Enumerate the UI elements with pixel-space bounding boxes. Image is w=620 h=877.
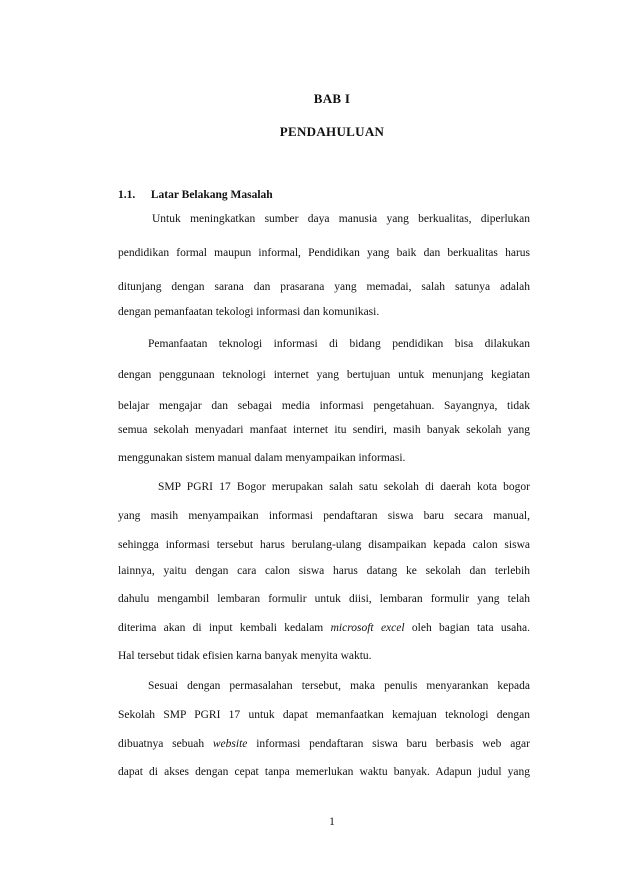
italic-term: microsoft excel [330,622,405,634]
paragraph-line: dapat di akses dengan cepat tanpa memerlukan waktu banyak. Adapun judul yang [118,766,530,778]
paragraph-line: dengan penggunaan teknologi internet yang bertujuan untuk menunjang kegiatan [118,369,530,381]
paragraph-line: Sekolah SMP PGRI 17 untuk dapat memanfaatkan kemajuan teknologi dengan [118,709,530,721]
section-heading [118,189,273,201]
paragraph-line: pendidikan formal maupun informal, Pendidikan yang baik dan berkualitas harus [118,247,530,259]
paragraph-line: Pemanfaatan teknologi informasi di bidang pendidikan bisa dilakukan [148,338,530,350]
paragraph-line [118,737,530,751]
chapter-title: PENDAHULUAN [279,124,385,139]
paragraph-line: ditunjang dengan sarana dan prasarana yang memadai, salah satunya adalah [118,281,530,293]
paragraph-line: Untuk meningkatkan sumber daya manusia yang berkualitas, diperlukan [152,213,530,225]
paragraph-line: Sesuai dengan permasalahan tersebut, maka penulis menyarankan kepada [148,680,530,692]
line-text: diterima akan di input kembali kedalam [118,622,331,634]
section-title: Latar Belakang Masalah [150,189,273,201]
paragraph-line: lainnya, yaitu dengan cara calon siswa harus datang ke sekolah dan terlebih [118,565,530,577]
paragraph-line: dahulu mengambil lembaran formulir untuk diisi, lembaran formulir yang telah [118,593,530,605]
paragraph-line: SMP PGRI 17 Bogor merupakan salah satu sekolah di daerah kota bogor [158,481,530,493]
paragraph-line [118,621,530,635]
italic-term: website [212,738,248,750]
section-number: 1.1. [118,189,136,201]
line-text: dibuatnya sebuah [118,738,213,750]
chapter-heading: BAB I [313,91,351,106]
line-text: informasi pendaftaran siswa baru berbasis web agar [247,738,530,750]
paragraph-line: yang masih menyampaikan informasi pendaftaran siswa baru secara manual, [118,510,530,522]
line-text: oleh bagian tata usaha. [404,622,530,634]
paragraph-line: Hal tersebut tidak efisien karna banyak menyita waktu. [118,650,372,662]
page-number: 1 [329,816,335,828]
paragraph-line: semua sekolah menyadari manfaat internet itu sendiri, masih banyak sekolah yang [118,424,530,436]
paragraph-line: sehingga informasi tersebut harus berulang-ulang disampaikan kepada calon siswa [118,539,530,551]
paragraph-line: belajar mengajar dan sebagai media informasi pengetahuan. Sayangnya, tidak [118,400,530,412]
paragraph-line: dengan pemanfaatan tekologi informasi dan komunikasi. [118,306,380,318]
paragraph-line: menggunakan sistem manual dalam menyampaikan informasi. [118,452,406,464]
